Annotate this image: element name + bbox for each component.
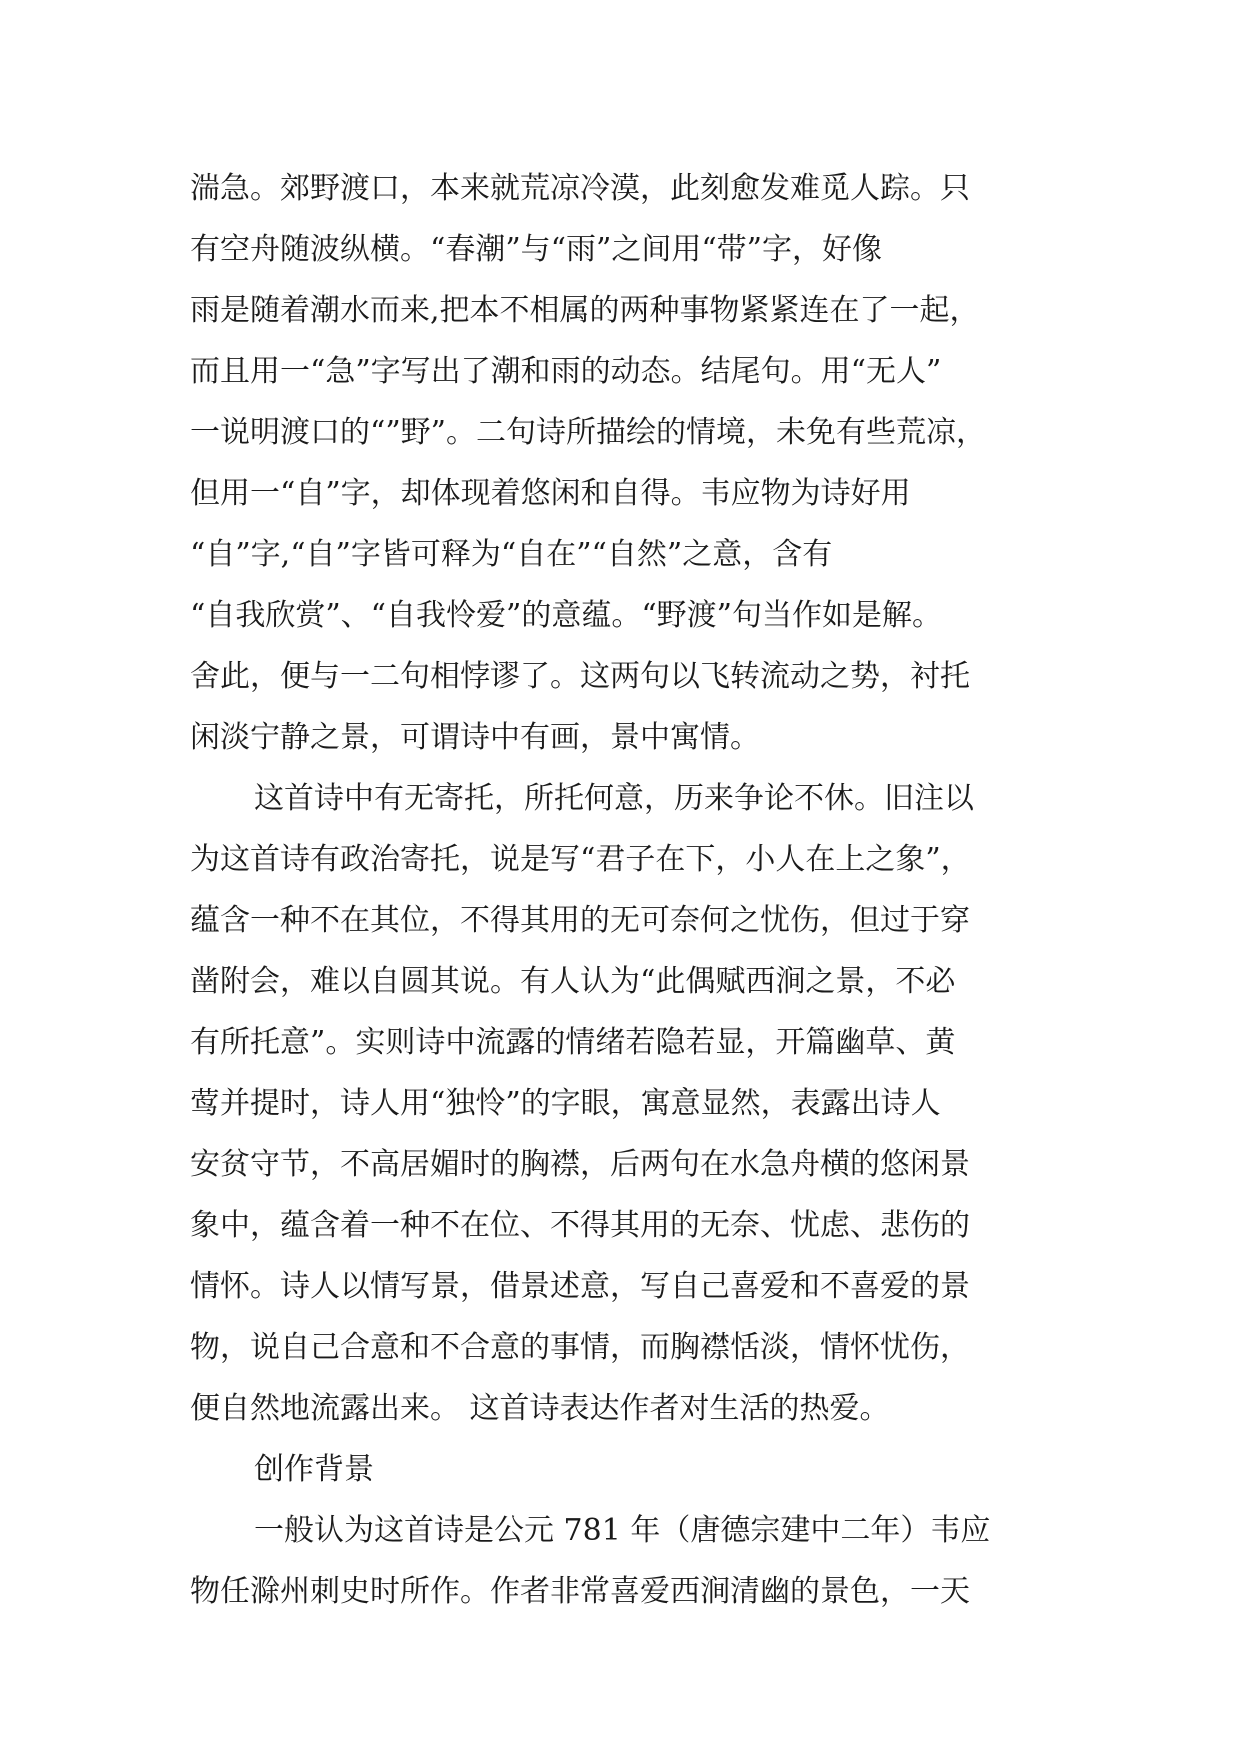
text-line: 但用一“自”字，却体现着悠闲和自得。韦应物为诗好用: [190, 476, 911, 511]
text-line: 莺并提时，诗人用“独怜”的字眼，寓意显然，表露出诗人: [190, 1086, 941, 1121]
text-line: 为这首诗有政治寄托，说是写“君子在下，小人在上之象”，: [190, 842, 971, 877]
text-line: 有空舟随波纵横。“春潮”与“雨”之间用“带”字，好像: [190, 232, 883, 267]
text-line: 物任滁州刺史时所作。作者非常喜爱西涧清幽的景色，一天: [190, 1574, 970, 1609]
text-line: 凿附会，难以自圆其说。有人认为“此偶赋西涧之景，不必: [190, 964, 956, 999]
paragraph-start-line: 这首诗中有无寄托，所托何意，历来争论不休。旧注以: [254, 781, 974, 816]
text-line: 有所托意”。实则诗中流露的情绪若隐若显，开篇幽草、黄: [190, 1025, 956, 1060]
paragraph-start-line: 一般认为这首诗是公元 781 年（唐德宗建中二年）韦应: [254, 1513, 991, 1548]
text-line: 物，说自己合意和不合意的事情，而胸襟恬淡，情怀忧伤，: [190, 1330, 970, 1365]
text-line: 雨是随着潮水而来,把本不相属的两种事物紧紧连在了一起，: [190, 293, 980, 328]
text-line: 便自然地流露出来。 这首诗表达作者对生活的热爱。: [190, 1391, 890, 1426]
text-line: “自我欣赏”、“自我怜爱”的意蕴。“野渡”句当作如是解。: [190, 598, 943, 633]
text-line: 湍急。郊野渡口，本来就荒凉冷漠，此刻愈发难觅人踪。只: [190, 171, 970, 206]
text-line: 舍此，便与一二句相悖谬了。这两句以飞转流动之势，衬托: [190, 659, 970, 694]
text-line: 闲淡宁静之景，可谓诗中有画，景中寓情。: [190, 720, 760, 755]
text-line: 而且用一“急”字写出了潮和雨的动态。结尾句。用“无人”: [190, 354, 942, 389]
text-line: 情怀。诗人以情写景，借景述意，写自己喜爱和不喜爱的景: [190, 1269, 970, 1304]
document-body: [190, 158, 1090, 1622]
text-line: 一说明渡口的“”野”。二句诗所描绘的情境，未免有些荒凉，: [190, 415, 987, 450]
text-line: 象中，蕴含着一种不在位、不得其用的无奈、忧虑、悲伤的: [190, 1208, 970, 1243]
section-heading: 创作背景: [254, 1452, 374, 1487]
text-line: “自”字,“自”字皆可释为“自在”“自然”之意，含有: [190, 537, 833, 572]
text-line: 蕴含一种不在其位，不得其用的无可奈何之忧伤，但过于穿: [190, 903, 970, 938]
text-line: 安贫守节，不高居媚时的胸襟，后两句在水急舟横的悠闲景: [190, 1147, 970, 1182]
